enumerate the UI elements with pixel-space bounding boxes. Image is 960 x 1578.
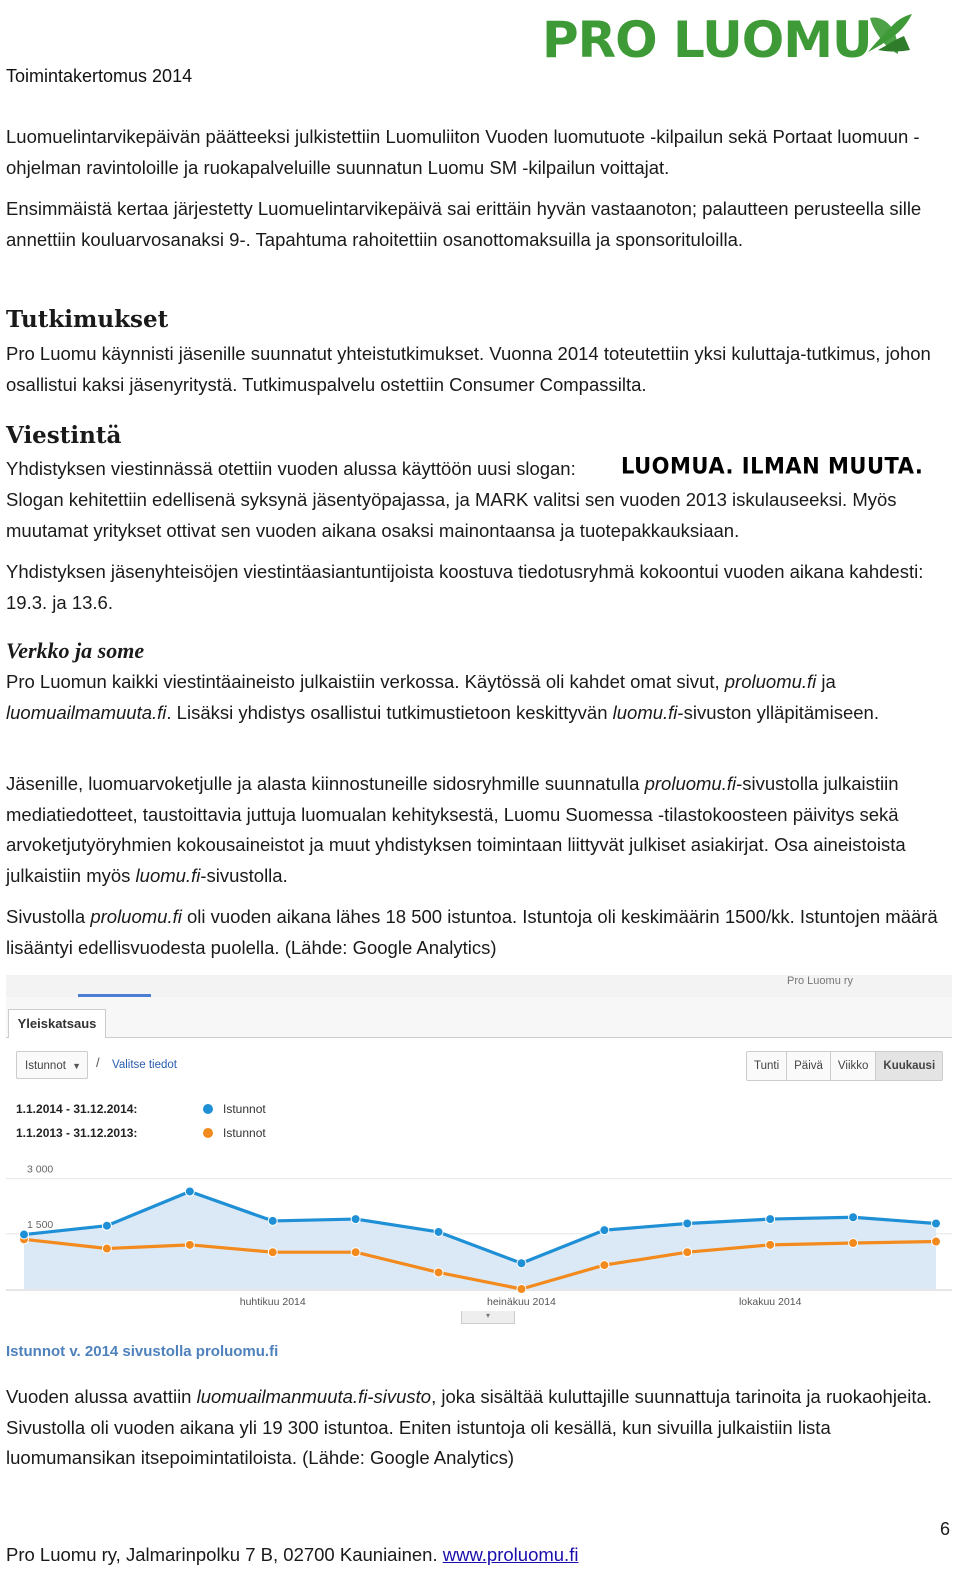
legend-label-2013: Istunnot xyxy=(223,1126,266,1140)
legend-dot-2014 xyxy=(203,1104,213,1114)
series-2013-point xyxy=(932,1237,941,1246)
document-title: Toimintakertomus 2014 xyxy=(6,66,193,86)
series-2014-point xyxy=(102,1221,111,1230)
website-link[interactable]: www.proluomu.fi xyxy=(442,1544,579,1565)
series-2013-point xyxy=(849,1239,858,1248)
x-tick-label: lokakuu 2014 xyxy=(738,1296,802,1308)
legend-range-2014: 1.1.2014 - 31.12.2014: xyxy=(16,1102,138,1116)
series-2014-point xyxy=(434,1227,443,1236)
link-luomu: luomu.fi xyxy=(612,701,678,723)
heading-verkko-ja-some: Verkko ja some xyxy=(6,638,145,663)
series-2013-point xyxy=(351,1248,360,1257)
series-2013-point xyxy=(268,1248,277,1257)
series-2013-point xyxy=(102,1244,111,1253)
metric-dropdown[interactable]: Istunnot ▼ xyxy=(16,1051,88,1079)
tab-overview[interactable]: Yleiskatsaus xyxy=(8,1009,106,1038)
analytics-top-bar xyxy=(6,975,952,997)
series-2014-point xyxy=(849,1213,858,1222)
hour-button[interactable]: Tunti xyxy=(747,1052,787,1080)
week-button[interactable]: Viikko xyxy=(831,1052,876,1080)
slogan-wordmark: LUOMUA. ILMAN MUUTA. xyxy=(621,453,924,479)
series-2014-point xyxy=(683,1219,692,1228)
verkko-paragraph-2: Jäsenille, luomuarvoketjulle ja alasta kiinnostuneille sidosryhmille suunnatulla proluomu.fi-sivustolla julkaistiin mediatiedotteet, taustoittavia juttuja luomualan kehityksestä, Luomu Suomessa -tilastokoosteen päivitys sekä arvoketjutyöryhmien kokousaineistot ja muut yhdistyksen toimintaan liittyvät julkiset asiakirjat. Osa aineistoista julkaistiin myös luomu.fi-sivustolla. xyxy=(6,773,906,886)
separator-slash: / xyxy=(96,1055,100,1070)
series-2014-point xyxy=(766,1215,775,1224)
account-name: Pro Luomu ry xyxy=(787,975,854,987)
y-tick-label: 1 500 xyxy=(27,1218,54,1231)
x-tick-label: huhtikuu 2014 xyxy=(239,1296,306,1308)
series-2013-point xyxy=(683,1248,692,1257)
link-proluomu: proluomu.fi xyxy=(724,671,817,692)
series-2013-point xyxy=(517,1285,526,1294)
y-tick-label: 3 000 xyxy=(27,1163,54,1176)
link-luomuailmamuuta: luomuailmamuuta.fi xyxy=(6,701,167,723)
series-2014-point xyxy=(351,1215,360,1224)
month-button[interactable]: Kuukausi xyxy=(876,1052,942,1080)
area-fill-2014 xyxy=(24,1191,936,1289)
intro-paragraph-1: Luomuelintarvikepäivän päätteeksi julkistettiin Luomuliiton Vuoden luomutuote -kilpailun sekä Portaat luomuun -ohjelman ravintoloille ja ruokapalveluille suunnatun Luomu SM -kilpailun voittajat. xyxy=(6,126,920,178)
series-2013-point xyxy=(434,1268,443,1277)
series-2014-point xyxy=(20,1230,29,1239)
series-2014-point xyxy=(600,1226,609,1235)
pro-luomu-logo xyxy=(542,8,922,72)
granularity-buttons xyxy=(746,1051,943,1081)
figure-caption: Istunnot v. 2014 sivustolla proluomu.fi xyxy=(6,1343,279,1360)
series-2013-point xyxy=(600,1261,609,1270)
select-metric-link[interactable]: Valitse tiedot xyxy=(112,1059,177,1071)
logo-text: PRO LUOMU xyxy=(542,11,872,69)
legend-dot-2013 xyxy=(203,1128,213,1138)
intro-paragraph-2: Ensimmäistä kertaa järjestetty Luomuelintarvikepäivä sai erittäin hyvän vastaanoton; palautteen perusteella sille annettiin kouluarvosanaksi 9-. Tapahtuma rahoitettiin osanottomaksuilla ja sponsorituloilla. xyxy=(6,198,922,250)
series-2014-point xyxy=(185,1187,194,1196)
page-number: 6 xyxy=(940,1519,951,1539)
chart-collapse-handle[interactable]: ▾ xyxy=(461,1311,515,1324)
viestinta-paragraph-2: Yhdistyksen jäsenyhteisöjen viestintäasiantuntijoista koostuva tiedotusryhmä kokoontui vuoden aikana kahdesti: 19.3. ja 13.6. xyxy=(6,561,924,613)
verkko-paragraph-1: Pro Luomun kaikki viestintäaineisto julkaistiin verkossa. Käytössä oli kahdet omat sivut, proluomu.fi ja luomuailmamuuta.fi. Lisäksi yhdistys osallistui tutkimustietoon keskittyvän luomu.fi-sivuston ylläpitämiseen. xyxy=(6,671,879,723)
verkko-paragraph-3: Sivustolla proluomu.fi oli vuoden aikana lähes 18 500 istuntoa. Istuntoja oli keskimäärin 1500/kk. Istuntojen määrä lisääntyi edellisvuodesta puolella. (Lähde: Google Analytics) xyxy=(6,906,938,958)
legend-range-2013: 1.1.2013 - 31.12.2013: xyxy=(16,1126,138,1140)
legend-label-2014: Istunnot xyxy=(223,1102,266,1116)
series-2014-point xyxy=(932,1219,941,1228)
series-2013-point xyxy=(185,1240,194,1249)
tab-row xyxy=(6,997,952,1038)
page-footer: Pro Luomu ry, Jalmarinpolku 7 B, 02700 Kauniainen. www.proluomu.fi xyxy=(6,1544,579,1565)
heading-tutkimukset: Tutkimukset xyxy=(6,306,169,333)
heading-viestinta: Viestintä xyxy=(6,422,122,449)
chevron-down-icon: ▼ xyxy=(72,1061,81,1071)
analytics-screenshot xyxy=(6,975,952,1325)
outro-paragraph: Vuoden alussa avattiin luomuailmanmuuta.fi-sivusto, joka sisältää kuluttajille suunnattuja tarinoita ja ruokaohjeita. Sivustolla oli vuoden aikana yli 19 300 istuntoa. Eniten istuntoja oli kesällä, kun sivuilla julkaistiin lista luomumansikan itsepoimintatiloista. (Lähde: Google Analytics) xyxy=(6,1386,932,1468)
series-2013-point xyxy=(766,1240,775,1249)
sessions-line-chart xyxy=(6,1151,952,1311)
tutkimukset-paragraph: Pro Luomu käynnisti jäsenille suunnatut yhteistutkimukset. Vuonna 2014 toteutettiin yksi kuluttaja-tutkimus, johon osallistui kaksi jäsenyritystä. Tutkimuspalvelu ostettiin Consumer Compassilta. xyxy=(6,343,931,395)
day-button[interactable]: Päivä xyxy=(787,1052,831,1080)
viestinta-paragraph-1: Slogan kehitettiin edellisenä syksynä jäsentyöpajassa, ja MARK valitsi sen vuoden 2013 iskulauseeksi. Myös muutamat yritykset ottivat sen vuoden aikana osaksi mainontaansa ja tuotepakkauksiaan. xyxy=(6,489,897,541)
leaf-cross-icon xyxy=(864,10,916,58)
x-tick-label: heinäkuu 2014 xyxy=(487,1296,556,1308)
slogan-intro: Yhdistyksen viestinnässä otettiin vuoden alussa käyttöön uusi slogan: xyxy=(6,458,576,479)
series-2014-point xyxy=(268,1216,277,1225)
series-2014-point xyxy=(517,1259,526,1268)
